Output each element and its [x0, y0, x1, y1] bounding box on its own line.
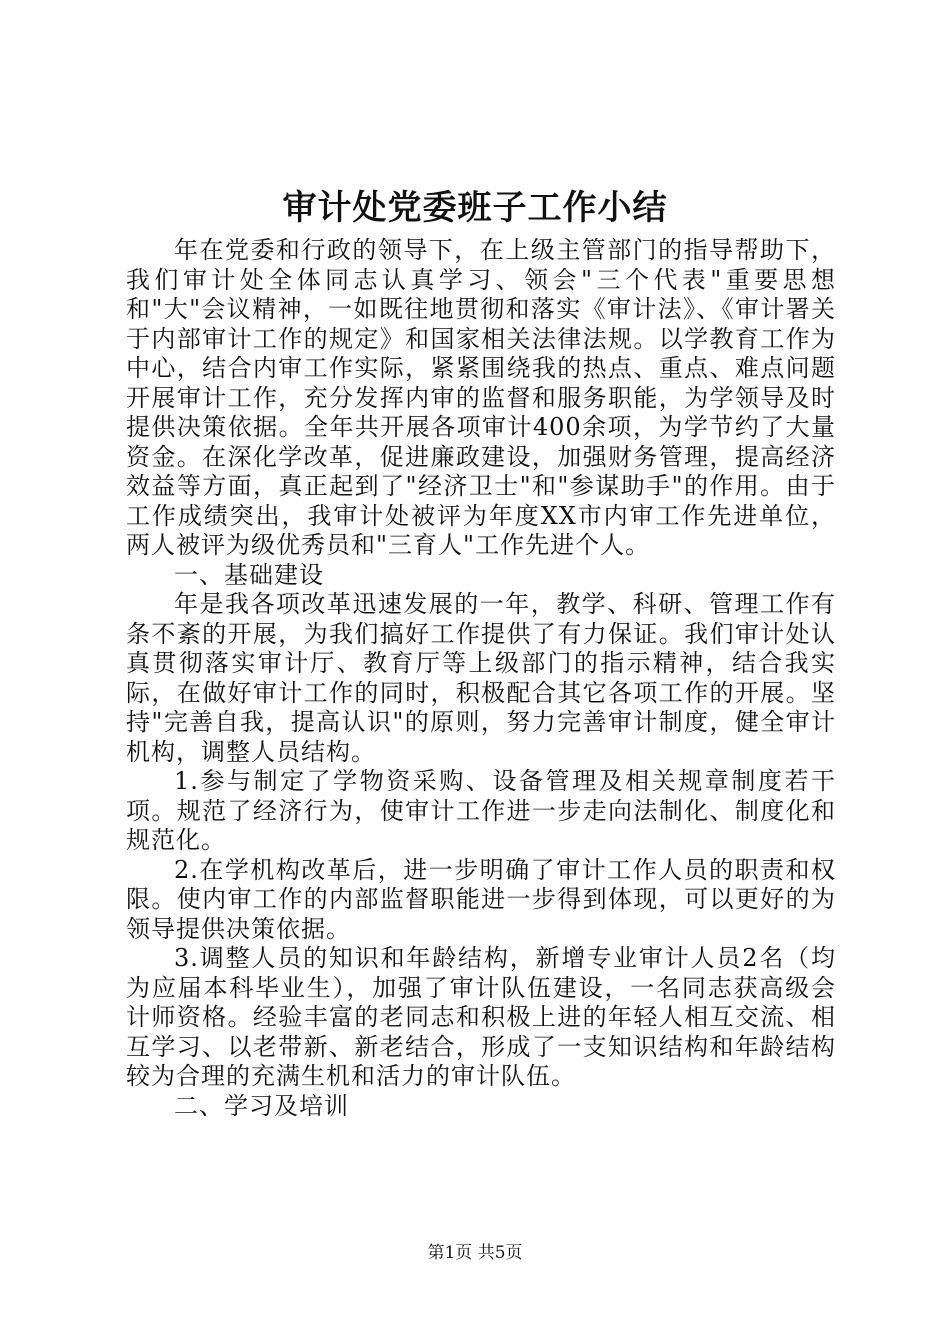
section-heading-study-training: 二、学习及培训: [174, 1091, 349, 1120]
list-item-3: 3.调整人员的知识和年龄结构，新增专业审计人员2名（均为应届本科毕业生），加强了审计队伍建设，一名同志获高级会计师资格。经验丰富的老同志和积极上进的年轻人相互交流、相互学习、以老带新、新老结合，形成了一支知识结构和年龄结构较为合理的充满生机和活力的审计队伍。: [126, 944, 836, 1090]
section-heading-basic-construction: 一、基础建设: [174, 560, 324, 589]
basic-construction-paragraph: 年是我各项改革迅速发展的一年，教学、科研、管理工作有条不紊的开展，为我们搞好工作提供了有力保证。我们审计处认真贯彻落实审计厅、教育厅等上级部门的指示精神，结合我实际，在做好审计工作的同时，积极配合其它各项工作的开展。坚持"完善自我，提高认识"的原则，努力完善审计制度，健全审计机构，调整人员结构。: [126, 590, 836, 766]
page-number-footer: 第1页 共5页: [427, 1243, 523, 1263]
list-item-2: 2.在学机构改革后，进一步明确了审计工作人员的职责和权限。使内审工作的内部监督职能进一步得到体现，可以更好的为领导提供决策依据。: [126, 855, 836, 943]
document-body: [126, 236, 836, 1121]
list-item-1: 1.参与制定了学物资采购、设备管理及相关规章制度若干项。规范了经济行为，使审计工作进一步走向法制化、制度化和规范化。: [126, 767, 836, 854]
intro-paragraph: 年在党委和行政的领导下，在上级主管部门的指导帮助下，我们审计处全体同志认真学习、领会"三个代表"重要思想和"大"会议精神，一如既往地贯彻和落实《审计法》、《审计署关于内部审计工作的规定》和国家相关法律法规。以学教育工作为中心，结合内审工作实际，紧紧围绕我的热点、重点、难点问题开展审计工作，充分发挥内审的监督和服务职能，为学领导及时提供决策依据。全年共开展各项审计400余项，为学节约了大量资金。在深化学改革，促进廉政建设，加强财务管理，提高经济效益等方面，真正起到了"经济卫士"和"参谋助手"的作用。由于工作成绩突出，我审计处被评为年度XX市内审工作先进单位，两人被评为级优秀员和"三育人"工作先进个人。: [126, 236, 836, 559]
document-title: 审计处党委班子工作小结: [282, 188, 668, 228]
